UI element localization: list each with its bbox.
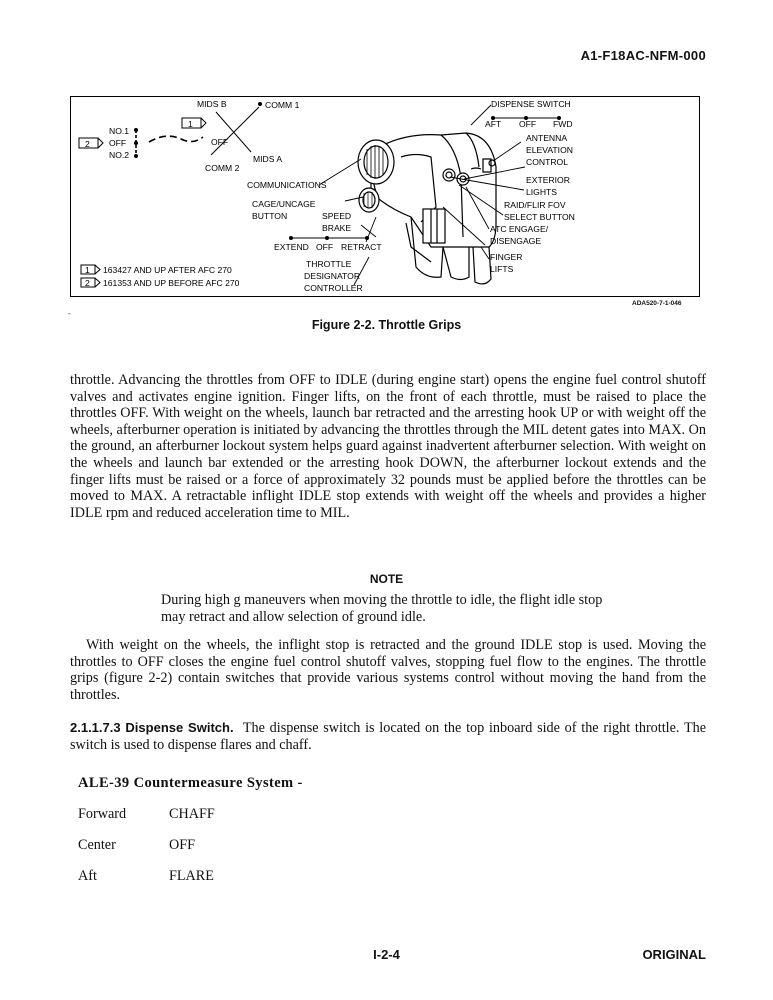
throttle-drawing (358, 133, 496, 284)
ale-value: OFF (169, 837, 196, 853)
paragraph-throttle: throttle. Advancing the throttles from OFF to IDLE (during engine start) opens the engine fuel control shutoff valves and activates engine ignition. Finger lifts, on the front of each throttle, must be raised to place the throttles OFF. With weight on the wheels, launch bar retracted and the arresting hook UP or with weight off the wheels, afterburner operation is initiated by advancing the throttles through the MIL detent gates into MAX. On the ground, an afterburner lockout system helps guard against inadvertent afterburner selection. With weight on the wheels and launch bar extended or the arresting hook DOWN, the afterburner lockout extends and the finger lifts must be raised or a force of approximately 32 pounds must be applied before the throttles can be moved to MAX. A retractable inflight IDLE stop extends with weight off the wheels and provides a higher IDLE rpm and reduced acceleration time to MIL. (70, 372, 706, 521)
figure-notes (81, 265, 240, 288)
callout-tdc2: DESIGNATOR (304, 271, 361, 281)
speed-brake-scale (289, 236, 369, 240)
label-off2: OFF (211, 137, 229, 147)
callout-aft: AFT (485, 119, 502, 129)
ale-position: Center (78, 837, 116, 853)
callout-exterior: EXTERIOR (526, 175, 570, 185)
callout-atc1: ATC ENGAGE/ (490, 224, 549, 234)
callout-cage2: BUTTON (252, 211, 288, 221)
paragraph-inflight-stop: With weight on the wheels, the inflight stop is retracted and the ground IDLE stop is used. Moving the throttles to OFF closes the engine fuel control shutoff valves, stopping fuel flow to the engines. The throttle grips (figure 2-2) contain switches that provide various systems control without moving the hand from the throttles. (70, 637, 706, 703)
callout-select: SELECT BUTTON (504, 212, 575, 222)
callout-speed1: SPEED (322, 211, 352, 221)
ale-row-aft (78, 868, 214, 885)
label-off: OFF (109, 138, 127, 148)
label-no2: NO.2 (109, 150, 130, 160)
callout-lights: LIGHTS (526, 187, 558, 197)
callout-raid: RAID/FLIR FOV (504, 200, 566, 210)
note-heading: NOTE (369, 572, 404, 586)
callout-tdc3: CONTROLLER (304, 283, 363, 293)
callout-off3: OFF (316, 242, 334, 252)
callout-fwd: FWD (553, 119, 573, 129)
label-mids-b: MIDS B (197, 99, 227, 109)
throttle-grip-illustration (71, 97, 701, 298)
section-text: The dispense switch is located on the top inboard side of the right throttle. The switch is used to dispense flares and chaff. (70, 720, 706, 753)
section-heading: 2.1.1.7.3 Dispense Switch. (70, 720, 234, 735)
note1-marker: 1 (188, 119, 193, 129)
paragraph-dispense-switch (70, 720, 706, 753)
label-mids-a: MIDS A (253, 154, 283, 164)
note1-key: 1 (85, 265, 90, 275)
ale-position: Forward (78, 806, 127, 822)
label-comm2: COMM 2 (205, 163, 240, 173)
label-comm1: COMM 1 (265, 100, 300, 110)
figure-caption: Figure 2-2. Throttle Grips (311, 318, 462, 332)
note2-text: 161353 AND UP BEFORE AFC 270 (103, 278, 240, 288)
note2-marker: 2 (85, 139, 90, 149)
figure-code: ADA520-7-1-046 (632, 300, 682, 307)
ale-row-center (78, 837, 196, 854)
ale39-heading: ALE-39 Countermeasure System - (78, 775, 303, 791)
callout-atc2: DISENGAGE (490, 236, 542, 246)
note1-text: 163427 AND UP AFTER AFC 270 (103, 265, 232, 275)
callout-cage1: CAGE/UNCAGE (252, 199, 316, 209)
callout-control: CONTROL (526, 157, 569, 167)
note2-key: 2 (85, 278, 90, 288)
callout-finger2: LIFTS (490, 264, 514, 274)
callout-communications: COMMUNICATIONS (247, 180, 327, 190)
callout-antenna: ANTENNA (526, 133, 568, 143)
ale-row-forward (78, 806, 215, 823)
callout-finger1: FINGER (490, 252, 523, 262)
callout-retract: RETRACT (341, 242, 382, 252)
figure-frame (70, 96, 700, 297)
comm-switch-schematic (79, 99, 300, 173)
callout-dispense-switch: DISPENSE SWITCH (491, 99, 571, 109)
ale-value: CHAFF (169, 806, 215, 822)
callout-speed2: BRAKE (322, 223, 352, 233)
callout-extend: EXTEND (274, 242, 309, 252)
document-id: A1-F18AC-NFM-000 (580, 48, 706, 63)
figure-tick: - (68, 309, 71, 318)
ale-value: FLARE (169, 868, 214, 884)
ale-position: Aft (78, 868, 97, 884)
page-number: I-2-4 (373, 947, 400, 962)
callout-off: OFF (519, 119, 537, 129)
label-no1: NO.1 (109, 126, 130, 136)
callout-tdc1: THROTTLE (306, 259, 352, 269)
callout-elevation: ELEVATION (526, 145, 573, 155)
note-text: During high g maneuvers when moving the throttle to idle, the flight idle stop may retract and allow selection of ground idle. (161, 592, 603, 625)
document-status: ORIGINAL (642, 947, 706, 962)
